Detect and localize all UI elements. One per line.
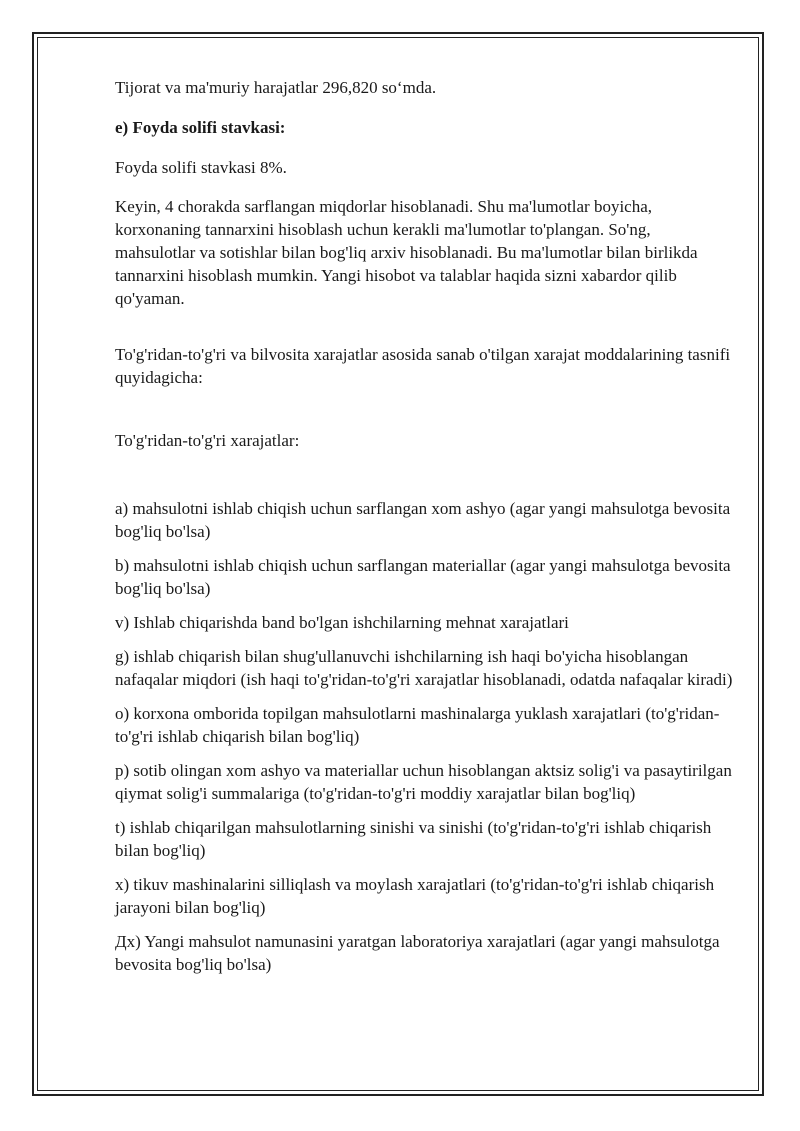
paragraph-keyin: Keyin, 4 chorakda sarflangan miqdorlar hisoblanadi. Shu ma'lumotlar boyicha, korxonaning tannarxini hisoblash uchun kerakli ma'lumotlar to'plangan. So'ng, mahsulotlar va sotishlar bilan bog'liq arxiv hisoblanadi. Bu ma'lumotlar bilan birlikda tannarxini hisoblash mumkin. Yangi hisobot va talablar haqida sizni xabardor qilib qo'yaman. — [115, 197, 698, 308]
list-item-g: g) ishlab chiqarish bilan shug'ullanuvchi ishchilarning ish haqi bo'yicha hisoblangan nafaqalar miqdori (ish haqi to'g'ridan-to'g'ri xarajatlar hisoblanadi, odatda nafaqalar kiradi) — [115, 647, 733, 689]
list-item-dx: Дx) Yangi mahsulot namunasini yaratgan laboratoriya xarajatlari (agar yangi mahsulotga bevosita bog'liq bo'lsa) — [115, 932, 720, 974]
list-item-o: o) korxona omborida topilgan mahsulotlarni mashinalarga yuklash xarajatlari (to'g'ridan-to'g'ri ishlab chiqarish bilan bog'liq) — [115, 704, 720, 746]
list-item-b: b) mahsulotni ishlab chiqish uchun sarflangan materiallar (agar yangi mahsulotga bevosita bog'liq bo'lsa) — [115, 556, 731, 598]
list-item-p: p) sotib olingan xom ashyo va materiallar uchun hisoblangan aktsiz solig'i va pasaytirilgan qiymat solig'i summalariga (to'g'ridan-to'g'ri moddiy xarajatlar bilan bog'liq) — [115, 761, 732, 803]
list-item-a: a) mahsulotni ishlab chiqish uchun sarflangan xom ashyo (agar yangi mahsulotga bevosita bog'liq bo'lsa) — [115, 499, 731, 541]
heading-foyda-solifi: e) Foyda solifi stavkasi: — [115, 118, 286, 137]
paragraph-togridan-heading: To'g'ridan-to'g'ri xarajatlar: — [115, 431, 300, 450]
paragraph-tasnif: To'g'ridan-to'g'ri va bilvosita xarajatlar asosida sanab o'tilgan xarajat moddalarining tasnifi quyidagicha: — [115, 345, 731, 387]
list-item-v: v) Ishlab chiqarishda band bo'lgan ishchilarning mehnat xarajatlari — [115, 613, 569, 632]
paragraph-tijorat: Tijorat va ma'muriy harajatlar 296,820 so‘mda. — [115, 78, 437, 97]
list-item-t: t) ishlab chiqarilgan mahsulotlarning sinishi va sinishi (to'g'ridan-to'g'ri ishlab chiqarish bilan bog'liq) — [115, 818, 712, 860]
list-item-x: x) tikuv mashinalarini silliqlash va moylash xarajatlari (to'g'ridan-to'g'ri ishlab chiqarish jarayoni bilan bog'liq) — [115, 875, 715, 917]
document-body — [115, 76, 735, 976]
paragraph-stavka: Foyda solifi stavkasi 8%. — [115, 158, 287, 177]
